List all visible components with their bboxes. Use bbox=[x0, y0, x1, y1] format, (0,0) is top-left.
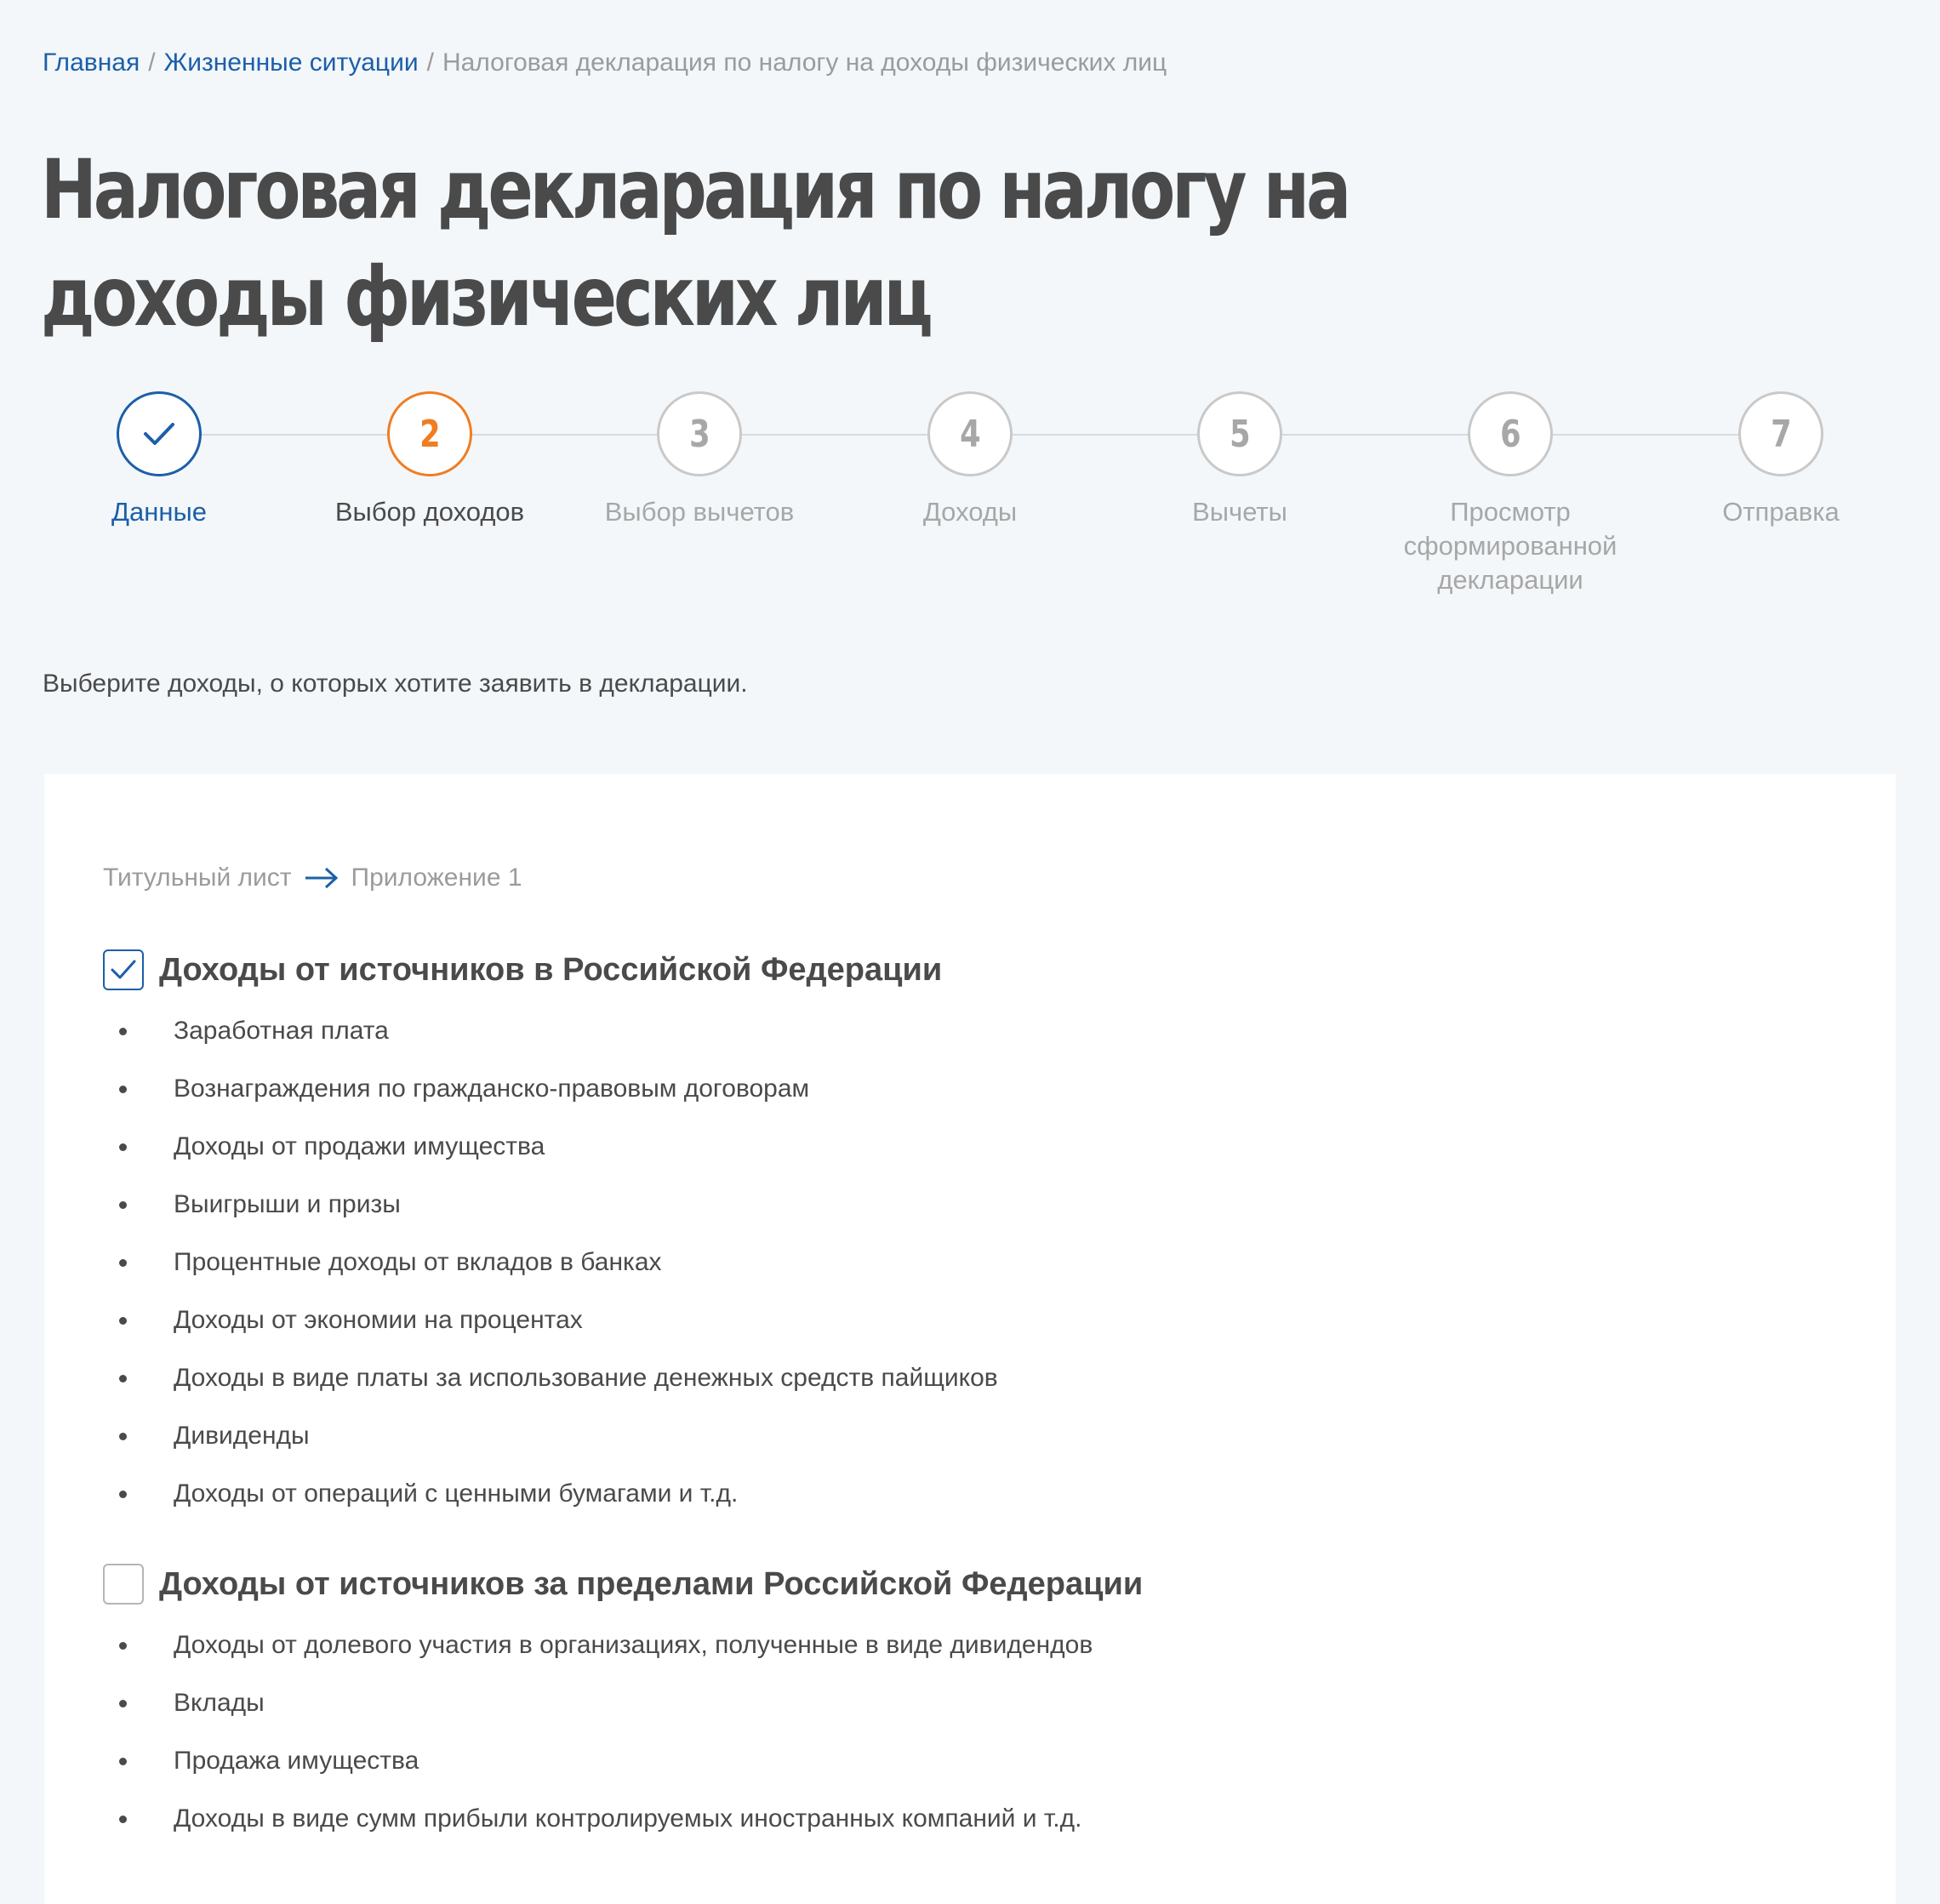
list-item bbox=[103, 1790, 1143, 1848]
step-deduction-selection[interactable] bbox=[563, 391, 836, 529]
list-item bbox=[103, 1002, 998, 1060]
list-item-text: Доходы от долевого участия в организациях, полученные в виде дивидендов bbox=[174, 1631, 1093, 1659]
bullet bbox=[119, 1201, 127, 1209]
step-circle bbox=[657, 391, 742, 476]
list-item-text: Доходы от экономии на процентах bbox=[174, 1306, 583, 1334]
check-icon bbox=[110, 959, 137, 981]
list-item-text: Продажа имущества bbox=[174, 1747, 419, 1775]
group-header[interactable] bbox=[103, 944, 998, 995]
income-group-russia bbox=[103, 944, 998, 1523]
arrow-right-icon bbox=[304, 866, 340, 890]
step-number: 7 bbox=[1770, 412, 1792, 456]
instruction-text: Выберите доходы, о которых хотите заявить в декларации. bbox=[43, 670, 748, 698]
document-path bbox=[103, 859, 522, 897]
list-item bbox=[103, 1060, 998, 1118]
bullet bbox=[119, 1028, 127, 1035]
list-item-text: Доходы в виде сумм прибыли контролируемых иностранных компаний и т.д. bbox=[174, 1804, 1082, 1833]
step-deductions[interactable] bbox=[1104, 391, 1376, 529]
list-item-text: Вознаграждения по гражданско-правовым договорам bbox=[174, 1075, 810, 1103]
list-item-text: Доходы в виде платы за использование денежных средств пайщиков bbox=[174, 1364, 998, 1392]
step-label: Выбор вычетов bbox=[604, 497, 795, 527]
doc-path-from: Титульный лист bbox=[103, 864, 292, 892]
page-title: Налоговая декларация по налогу на доходы физических лиц bbox=[41, 142, 1349, 345]
step-number: 5 bbox=[1229, 412, 1251, 456]
step-circle bbox=[927, 391, 1013, 476]
breadcrumb bbox=[43, 44, 1167, 82]
group-header[interactable] bbox=[103, 1559, 1143, 1610]
breadcrumb-situations-link[interactable]: Жизненные ситуации bbox=[163, 48, 419, 77]
bullet bbox=[119, 1433, 127, 1440]
step-circle bbox=[1468, 391, 1553, 476]
list-item bbox=[103, 1732, 1143, 1790]
list-item bbox=[103, 1616, 1143, 1674]
step-circle bbox=[1197, 391, 1282, 476]
list-item bbox=[103, 1176, 998, 1234]
bullet bbox=[119, 1317, 127, 1325]
step-label: Вычеты bbox=[1192, 497, 1287, 527]
step-circle bbox=[1738, 391, 1823, 476]
list-item-text: Процентные доходы от вкладов в банках bbox=[174, 1248, 662, 1276]
list-item-text: Доходы от операций с ценными бумагами и т.д. bbox=[174, 1479, 739, 1508]
list-item-text: Доходы от продажи имущества bbox=[174, 1132, 545, 1160]
step-number: 6 bbox=[1499, 412, 1521, 456]
doc-path-to: Приложение 1 bbox=[351, 864, 522, 892]
list-item-text: Выигрыши и призы bbox=[174, 1190, 401, 1218]
step-label: Просмотр сформированной декларации bbox=[1403, 497, 1618, 595]
breadcrumb-separator: / bbox=[148, 48, 156, 77]
bullet bbox=[119, 1700, 127, 1707]
list-item-text: Заработная плата bbox=[174, 1017, 389, 1045]
group-title: Доходы от источников за пределами Российской Федерации bbox=[159, 1566, 1144, 1602]
list-item bbox=[103, 1465, 998, 1523]
list-item bbox=[103, 1407, 998, 1465]
bullet bbox=[119, 1143, 127, 1151]
step-submit[interactable] bbox=[1645, 391, 1917, 529]
income-list bbox=[103, 1002, 998, 1523]
income-selection-card bbox=[44, 774, 1896, 1904]
bullet bbox=[119, 1816, 127, 1823]
list-item bbox=[103, 1674, 1143, 1732]
step-income-selection[interactable] bbox=[294, 391, 566, 529]
bullet bbox=[119, 1086, 127, 1093]
step-data[interactable] bbox=[23, 391, 295, 529]
check-icon bbox=[142, 421, 176, 447]
step-label: Выбор доходов bbox=[334, 497, 525, 527]
bullet bbox=[119, 1758, 127, 1765]
income-list bbox=[103, 1616, 1143, 1848]
step-income[interactable] bbox=[834, 391, 1106, 529]
list-item bbox=[103, 1118, 998, 1176]
list-item bbox=[103, 1349, 998, 1407]
list-item bbox=[103, 1234, 998, 1291]
list-item-text: Дивиденды bbox=[174, 1422, 310, 1450]
income-russia-checkbox[interactable] bbox=[103, 949, 144, 990]
step-number: 3 bbox=[688, 412, 710, 456]
breadcrumb-current: Налоговая декларация по налогу на доходы физических лиц bbox=[442, 48, 1167, 77]
list-item-text: Вклады bbox=[174, 1689, 265, 1717]
income-group-abroad bbox=[103, 1559, 1143, 1848]
breadcrumb-home-link[interactable]: Главная bbox=[43, 48, 140, 77]
bullet bbox=[119, 1642, 127, 1650]
bullet bbox=[119, 1491, 127, 1498]
bullet bbox=[119, 1259, 127, 1267]
group-title: Доходы от источников в Российской Федерации bbox=[159, 952, 943, 988]
stepper bbox=[0, 391, 1940, 613]
breadcrumb-separator: / bbox=[426, 48, 434, 77]
step-circle bbox=[117, 391, 202, 476]
step-number: 4 bbox=[959, 412, 981, 456]
step-number: 2 bbox=[419, 412, 441, 456]
step-label: Доходы bbox=[922, 497, 1018, 527]
step-label: Данные bbox=[111, 497, 207, 527]
step-label: Отправка bbox=[1722, 497, 1840, 527]
bullet bbox=[119, 1375, 127, 1382]
income-abroad-checkbox[interactable] bbox=[103, 1564, 144, 1605]
list-item bbox=[103, 1291, 998, 1349]
step-circle bbox=[387, 391, 472, 476]
step-preview[interactable] bbox=[1374, 391, 1646, 597]
